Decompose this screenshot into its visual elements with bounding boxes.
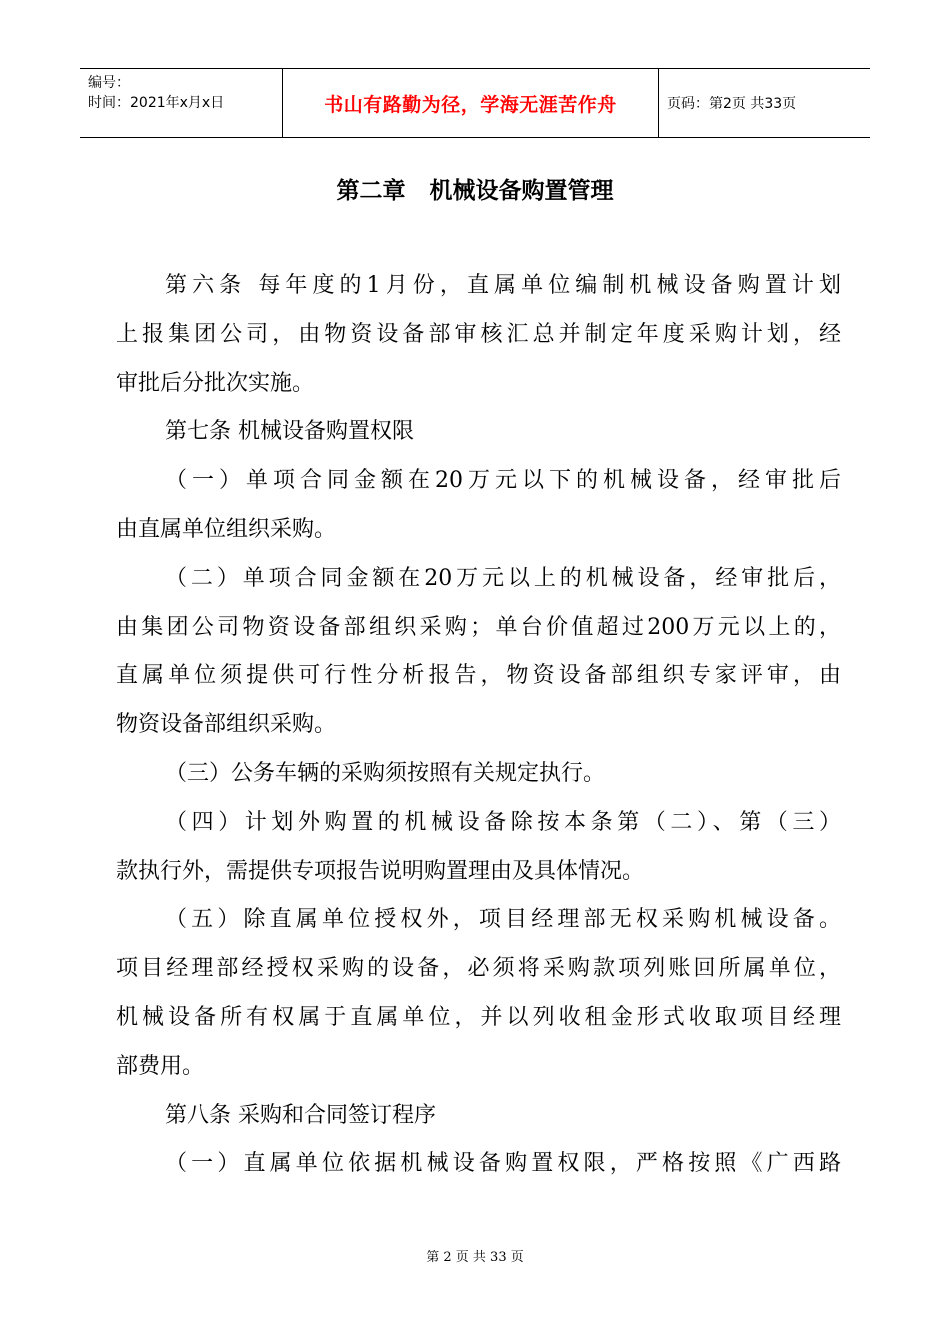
header-motto-cell xyxy=(282,69,659,137)
header-page-info: 页码：第2页 共33页 xyxy=(667,96,797,112)
page-header xyxy=(80,68,870,138)
body-line: 部费用。 xyxy=(116,1053,205,1079)
body-line: 项目经理部经授权采购的设备，必须将采购款项列账回所属单位， xyxy=(116,956,841,982)
body-line: 机械设备所有权属于直属单位，并以列收租金形式收取项目经理 xyxy=(116,1004,841,1030)
body-line: 物资设备部组织采购。 xyxy=(116,712,337,738)
body-line: 款执行外，需提供专项报告说明购置理由及具体情况。 xyxy=(116,858,645,884)
body-line: （三）公务车辆的采购须按照有关规定执行。 xyxy=(165,760,606,786)
document-body xyxy=(116,262,841,1189)
body-line: （一）直属单位依据机械设备购置权限，严格按照《广西路 xyxy=(165,1151,841,1177)
chapter-title: 第二章 机械设备购置管理 xyxy=(336,178,614,204)
document-date: 时间：2021年x月x日 xyxy=(88,95,225,111)
page-footer: 第 2 页 共 33 页 xyxy=(426,1250,524,1265)
header-page-cell xyxy=(659,69,870,137)
body-line: （二）单项合同金额在20万元以上的机械设备，经审批后， xyxy=(165,565,841,591)
body-line: 上报集团公司，由物资设备部审核汇总并制定年度采购计划，经 xyxy=(116,321,841,347)
body-line: 审批后分批次实施。 xyxy=(116,370,315,396)
body-line: （一）单项合同金额在20万元以下的机械设备，经审批后 xyxy=(165,468,841,494)
body-line: 第七条 机械设备购置权限 xyxy=(165,419,414,445)
body-line: 由集团公司物资设备部组织采购；单台价值超过200万元以上的， xyxy=(116,614,841,640)
header-motto: 书山有路勤为径，学海无涯苦作舟 xyxy=(324,93,617,116)
body-line: 直属单位须提供可行性分析报告，物资设备部组织专家评审，由 xyxy=(116,663,841,689)
body-line: 由直属单位组织采购。 xyxy=(116,516,337,542)
header-meta-cell xyxy=(80,69,282,137)
body-line: （四）计划外购置的机械设备除按本条第（二）、第（三） xyxy=(165,809,841,835)
body-line: （五）除直属单位授权外，项目经理部无权采购机械设备。 xyxy=(165,907,841,933)
body-line: 第六条 每年度的1月份，直属单位编制机械设备购置计划 xyxy=(165,273,841,298)
document-number-label: 编号： xyxy=(88,75,130,91)
body-line: 第八条 采购和合同签订程序 xyxy=(165,1102,436,1128)
